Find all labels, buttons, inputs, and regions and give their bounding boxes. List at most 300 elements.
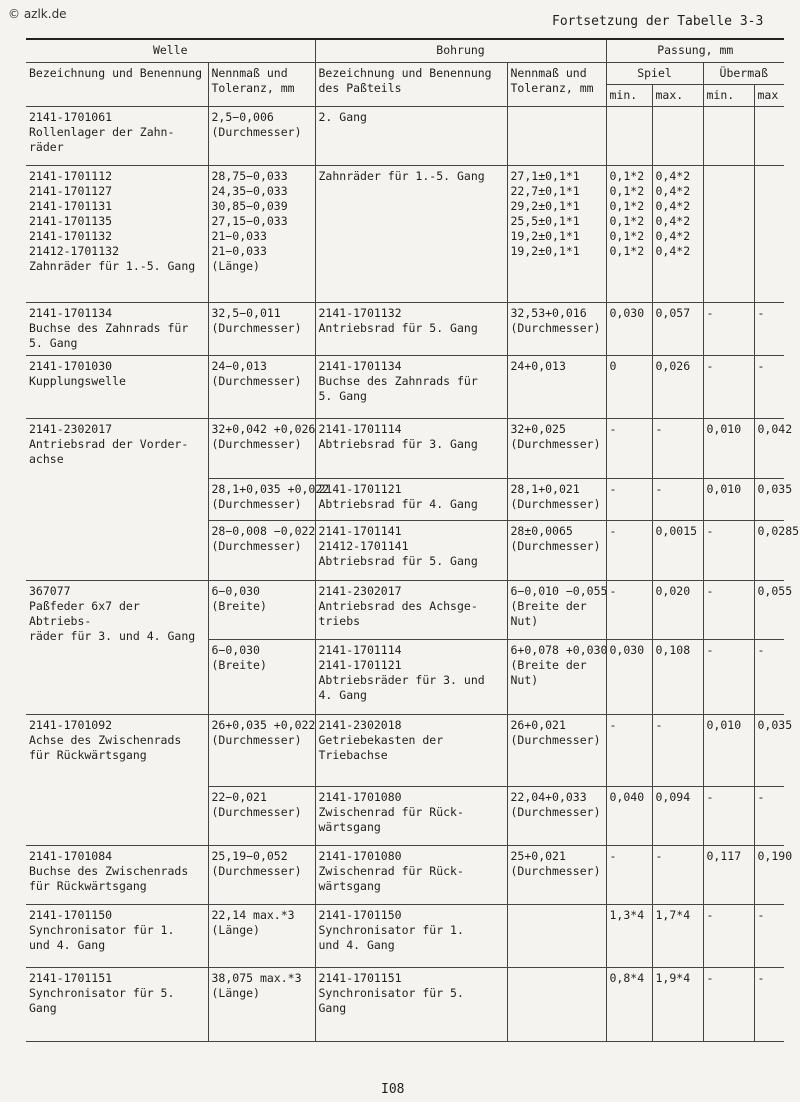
cell-line: 2141-1701151 [318,971,402,986]
cell-line: 24,35−0,033 [211,184,288,199]
header-line: Toleranz, mm [211,81,295,95]
cell-line: 0,035 [757,718,793,733]
cell-line: 0,055 [757,583,793,598]
cell-line: Abtriebsrad für 5. Gang [318,554,478,569]
header-welle: Welle [26,39,315,63]
cell-line: Antriebsrad des Achsge- [318,598,478,613]
cell-welle-bez [26,905,208,968]
cell-bohr-bez [315,845,507,904]
cell-line: - [609,524,617,539]
cell-line: (Durchmesser) [510,437,601,452]
cell-ueber-max [754,786,784,845]
cell-line: 2141-1701084 [29,848,113,863]
cell-spiel-min [606,166,652,303]
cell-welle-bez [26,845,208,904]
cell-line: und 4. Gang [29,938,106,953]
cell-line: Nut) [510,672,539,687]
cell-line: - [706,524,714,539]
table-row [26,905,784,968]
cell-line: 26+0,035 +0,022 [211,718,316,733]
cell-line: 2,5−0,006 [211,110,274,124]
header-ueber-min: min. [703,85,754,107]
cell-ueber-max [754,639,784,715]
cell-line: 28,1+0,035 +0,022 [211,481,330,496]
cell-line: Kupplungswelle [29,374,126,389]
cell-line: 6−0,030 [211,642,260,657]
table-row [26,968,784,1042]
cell-ueber-max [754,302,784,355]
table-row [26,580,784,639]
cell-ueber-max [754,968,784,1042]
cell-ueber-min [703,968,754,1042]
cell-line: Zahnräder für 1.-5. Gang [29,259,196,274]
cell-ueber-max [754,419,793,478]
tolerance-table [26,38,800,1042]
cell-line: Getriebekasten der [318,733,444,748]
cell-spiel-min [606,905,652,968]
cell-line: Abtriebsräder für 3. und [318,672,485,687]
cell-bohr-bez [315,786,507,845]
header-passung: Passung, mm [606,39,784,63]
cell-ueber-max [754,580,793,639]
cell-spiel-max [652,786,703,845]
cell-ueber-min [703,166,754,303]
cell-line: (Durchmesser) [510,733,601,748]
header-line: Nennmaß und [510,66,587,80]
cell-line: 0,057 [655,305,691,320]
cell-bohr-bez [315,905,507,968]
watermark: © azlk.de [8,7,67,21]
cell-line: (Länge) [211,986,260,1001]
cell-line: (Durchmesser) [211,539,302,554]
cell-bohr-bez [315,166,507,303]
cell-ueber-min [703,715,754,786]
cell-spiel-max [652,419,703,478]
cell-line: 1,3*4 [609,908,645,923]
cell-line: Synchronisator für 1. [318,923,464,938]
table-row [26,845,784,904]
cell-line: 2141-1701092 [29,718,113,733]
cell-line: für Rückwärtsgang [29,748,147,763]
cell-line: 0,010 [706,481,742,496]
cell-welle-nenn [208,639,315,715]
cell-line: 367077 [29,583,71,598]
cell-ueber-min [703,356,754,419]
cell-line: Abtriebsrad für 3. Gang [318,437,478,452]
cell-line: 0,4*2 [655,184,691,199]
header-uebermass: Übermaß [703,63,784,85]
cell-line: Gang [318,1001,347,1016]
cell-ueber-min [703,302,754,355]
cell-ueber-max [754,845,793,904]
cell-line: 2141-2302018 [318,718,402,733]
cell-line: Gang [29,1001,57,1016]
cell-line: - [609,481,617,496]
cell-line: räder für 3. und 4. Gang [29,628,196,643]
cell-line: 2141-1701080 [318,789,402,804]
cell-welle-bez [26,580,208,715]
cell-line: 0,026 [655,359,691,374]
cell-welle-nenn [208,905,315,968]
cell-line: 38,075 max.*3 [211,971,302,986]
cell-line: 21−0,033 [211,244,267,259]
cell-bohr-bez [315,478,507,521]
cell-line: 0,010 [706,422,742,437]
cell-ueber-min [703,419,754,478]
cell-ueber-max [754,521,800,580]
cell-welle-nenn [208,580,315,639]
cell-line: - [706,908,714,923]
header-line: Bezeichnung und Benennung [318,66,492,80]
cell-spiel-min [606,302,652,355]
cell-ueber-min [703,478,754,521]
cell-bohr-bez [315,356,507,419]
cell-spiel-min [606,107,652,166]
cell-bohr-nenn [507,715,606,786]
page-number: I08 [381,1082,405,1097]
cell-line: 27,15−0,033 [211,214,288,229]
cell-line: 32,5−0,011 [211,305,281,320]
cell-line: (Durchmesser) [211,733,302,748]
cell-line: - [757,359,765,374]
cell-spiel-max [652,166,703,303]
cell-ueber-max [754,715,793,786]
cell-ueber-min [703,639,754,715]
cell-welle-bez [26,166,208,303]
header-bohrung: Bohrung [315,39,606,63]
cell-welle-bez [26,107,208,166]
cell-line: - [706,359,714,374]
cell-bohr-nenn [507,580,606,639]
table-row [26,419,784,478]
cell-bohr-nenn [507,845,606,904]
table-row [26,715,784,786]
cell-line: (Breite der [510,598,587,613]
cell-ueber-min [703,580,754,639]
header-line: Toleranz, mm [510,81,594,95]
cell-line: 6−0,010 −0,055 [510,583,608,598]
cell-line: Buchse des Zwischenrads [29,863,189,878]
cell-line: - [609,583,617,598]
cell-line: (Durchmesser) [510,496,601,511]
cell-spiel-max [652,302,703,355]
cell-ueber-min [703,845,754,904]
cell-line: 0,035 [757,481,793,496]
cell-line: Antriebsrad für 5. Gang [318,320,478,335]
cell-line: 5. Gang [318,389,367,404]
cell-line: 2141-2302017 [318,583,402,598]
cell-line: 0,4*2 [655,214,691,229]
cell-line: 0,010 [706,718,742,733]
cell-line: 6+0,078 +0,030 [510,642,608,657]
cell-bohr-bez [315,580,507,639]
cell-line: 0,4*2 [655,229,691,244]
cell-line: 2141-1701080 [318,848,402,863]
cell-line: 0,030 [609,642,645,657]
cell-line: 1,9*4 [655,971,691,986]
cell-line: 32+0,042 +0,026 [211,422,316,437]
cell-welle-bez [26,302,208,355]
cell-ueber-max [754,478,793,521]
cell-line: (Länge) [211,923,260,938]
cell-line: wärtsgang [318,819,381,834]
header-line: Nennmaß und [211,66,288,80]
cell-line: 27,1±0,1*1 [510,169,580,184]
cell-line: 28,75−0,033 [211,169,288,184]
cell-spiel-max [652,968,703,1042]
cell-line: 22,7±0,1*1 [510,184,580,199]
cell-line: (Durchmesser) [211,374,302,389]
cell-line: 22−0,021 [211,789,267,804]
cell-line: - [655,481,663,496]
header-bohr-bez [315,63,507,107]
cell-bohr-bez [315,968,507,1042]
cell-bohr-bez [315,419,507,478]
cell-line: 5. Gang [29,335,78,350]
cell-line: - [609,422,617,437]
cell-spiel-min [606,356,652,419]
cell-line: 2141-1701141 [318,524,402,539]
cell-ueber-min [703,521,754,580]
cell-line: 2141-1701134 [318,359,402,374]
cell-line: - [757,305,765,320]
cell-line: 2141-1701135 [29,214,113,229]
header-welle-nenn [208,63,315,107]
header-ueber-max: max [754,85,784,107]
cell-ueber-min [703,107,754,166]
cell-spiel-max [652,521,703,580]
cell-bohr-bez [315,302,507,355]
cell-bohr-bez [315,639,507,715]
cell-line: 0,042 [757,422,793,437]
cell-line: 21412-1701141 [318,539,409,554]
cell-line: 28,1+0,021 [510,481,580,496]
cell-welle-nenn [208,356,315,419]
cell-line: 2141-1701114 [318,642,402,657]
table-row [26,302,784,355]
cell-line: Antriebsrad der Vorder- [29,437,189,452]
cell-line: (Durchmesser) [510,804,601,819]
cell-line: 0,1*2 [609,184,645,199]
cell-welle-nenn [208,166,315,303]
cell-line: 25,5±0,1*1 [510,214,580,229]
cell-spiel-min [606,968,652,1042]
cell-line: Paßfeder 6x7 der Abtriebs- [29,598,140,628]
cell-line: - [757,789,765,804]
cell-welle-bez [26,968,208,1042]
cell-line: Zahnräder für 1.-5. Gang [318,169,485,184]
cell-line: (Durchmesser) [510,863,601,878]
cell-spiel-min [606,786,652,845]
cell-spiel-min [606,845,652,904]
table-row [26,107,784,166]
cell-line: - [757,908,765,923]
cell-line: (Durchmesser) [510,539,601,554]
cell-bohr-bez [315,521,507,580]
cell-welle-nenn [208,419,315,478]
cell-line: 28±0,0065 [510,524,573,539]
cell-line: - [706,305,714,320]
cell-line: - [757,642,765,657]
cell-line: 2141-1701132 [29,229,113,244]
cell-spiel-max [652,845,703,904]
cell-line: - [706,971,714,986]
continuation-note: Fortsetzung der Tabelle 3-3 [552,14,764,29]
cell-line: 24+0,013 [510,359,566,374]
cell-line: 19,2±0,1*1 [510,229,580,244]
cell-line: (Breite) [211,598,267,613]
cell-line: (Breite der [510,657,587,672]
cell-line: 2141-1701127 [29,184,113,199]
cell-line: Buchse des Zahnrads für [318,374,478,389]
cell-line: 2141-1701131 [29,199,113,214]
cell-line: 32+0,025 [510,422,566,437]
cell-line: 28−0,008 −0,022 [211,524,316,539]
cell-line: - [655,848,663,863]
cell-line: 2141-1701150 [29,908,113,923]
cell-line: 0,4*2 [655,169,691,184]
cell-line: (Durchmesser) [211,437,302,452]
cell-line: - [655,422,663,437]
header-welle-bez: Bezeichnung und Benennung [26,63,208,107]
cell-line: 6−0,030 [211,583,260,598]
cell-line: 0,4*2 [655,244,691,259]
cell-line: (Breite) [211,657,267,672]
cell-welle-nenn [208,478,330,521]
cell-line: 1,7*4 [655,908,691,923]
cell-line: 22,04+0,033 [510,789,587,804]
cell-ueber-max [754,166,784,303]
cell-spiel-min [606,419,652,478]
cell-line: 2141-2302017 [29,422,113,437]
cell-line: 32,53+0,016 [510,305,587,320]
cell-spiel-max [652,107,703,166]
cell-welle-nenn [208,786,315,845]
cell-line: 2141-1701151 [29,971,113,986]
cell-line: Nut) [510,613,539,628]
cell-spiel-max [652,356,703,419]
cell-line: - [655,718,663,733]
cell-line: (Durchmesser) [211,804,302,819]
cell-welle-nenn [208,302,315,355]
cell-welle-nenn [208,845,315,904]
cell-spiel-min [606,478,652,521]
cell-line: Buchse des Zahnrads für [29,320,189,335]
cell-line: Synchronisator für 1. [29,923,175,938]
cell-line: 0,020 [655,583,691,598]
table-row [26,356,784,419]
cell-line: wärtsgang [318,878,381,893]
header-spiel-max: max. [652,85,703,107]
cell-bohr-nenn [507,968,606,1042]
cell-line: 0,0015 [655,524,698,539]
cell-line: 2141-1701112 [29,169,113,184]
cell-line: 25,19−0,052 [211,848,288,863]
cell-line: 22,14 max.*3 [211,908,295,923]
cell-line: 0,190 [757,848,793,863]
cell-line: 0,1*2 [609,244,645,259]
cell-line: (Durchmesser) [211,125,302,139]
cell-line: - [609,848,617,863]
cell-line: 25+0,021 [510,848,566,863]
cell-line: - [757,971,765,986]
cell-line: achse [29,452,64,467]
cell-line: Abtriebsrad für 4. Gang [318,496,478,511]
cell-line: 2141-1701030 [29,359,113,374]
cell-ueber-max [754,356,784,419]
cell-line: Triebachse [318,748,388,763]
cell-ueber-min [703,786,754,845]
cell-spiel-min [606,521,652,580]
cell-welle-nenn [208,521,315,580]
cell-bohr-nenn [507,419,606,478]
cell-line: 21412-1701132 [29,244,120,259]
cell-spiel-max [652,905,703,968]
cell-line: (Durchmesser) [211,320,302,335]
cell-line: - [706,583,714,598]
cell-line: 2141-1701121 [318,481,402,496]
cell-line: 4. Gang [318,687,367,702]
header-spiel-min: min. [606,85,652,107]
cell-ueber-min [703,905,754,968]
cell-line: 0,030 [609,305,645,320]
cell-line: - [609,718,617,733]
cell-line: 2141-1701132 [318,305,402,320]
header-line: des Paßteils [318,81,402,95]
cell-line: 0,108 [655,642,691,657]
cell-bohr-nenn [507,521,606,580]
cell-bohr-nenn [507,107,606,166]
cell-welle-nenn [208,107,315,166]
cell-bohr-nenn [507,905,606,968]
table-row [26,166,784,303]
cell-line: 0,4*2 [655,199,691,214]
cell-ueber-max [754,107,784,166]
cell-line: Synchronisator für 5. [29,986,175,1001]
cell-bohr-nenn [507,786,606,845]
cell-spiel-max [652,715,703,786]
cell-line: 21−0,033 [211,229,267,244]
header-spiel: Spiel [606,63,703,85]
cell-line: 0,8*4 [609,971,645,986]
cell-bohr-bez [315,715,507,786]
cell-bohr-nenn [507,639,606,715]
cell-line: 19,2±0,1*1 [510,244,580,259]
cell-line: räder [29,140,64,154]
cell-line: 0,117 [706,848,742,863]
cell-line: Zwischenrad für Rück- [318,804,464,819]
cell-bohr-nenn [507,478,606,521]
cell-line: 0,1*2 [609,214,645,229]
cell-line: (Durchmesser) [510,320,601,335]
cell-line: 2141-1701121 [318,657,402,672]
cell-line: 26+0,021 [510,718,566,733]
cell-line: 0,040 [609,789,645,804]
cell-bohr-nenn [507,302,606,355]
cell-line: 30,85−0,039 [211,199,288,214]
cell-bohr-bez [315,107,507,166]
cell-line: Zwischenrad für Rück- [318,863,464,878]
cell-line: (Durchmesser) [211,496,302,511]
cell-spiel-min [606,580,652,639]
cell-line: 0 [609,359,617,374]
cell-line: 0,094 [655,789,691,804]
cell-line: 2. Gang [318,110,367,124]
cell-line: Synchronisator für 5. [318,986,464,1001]
cell-line: 24−0,013 [211,359,267,374]
cell-line: - [706,789,714,804]
cell-line: triebs [318,613,361,628]
